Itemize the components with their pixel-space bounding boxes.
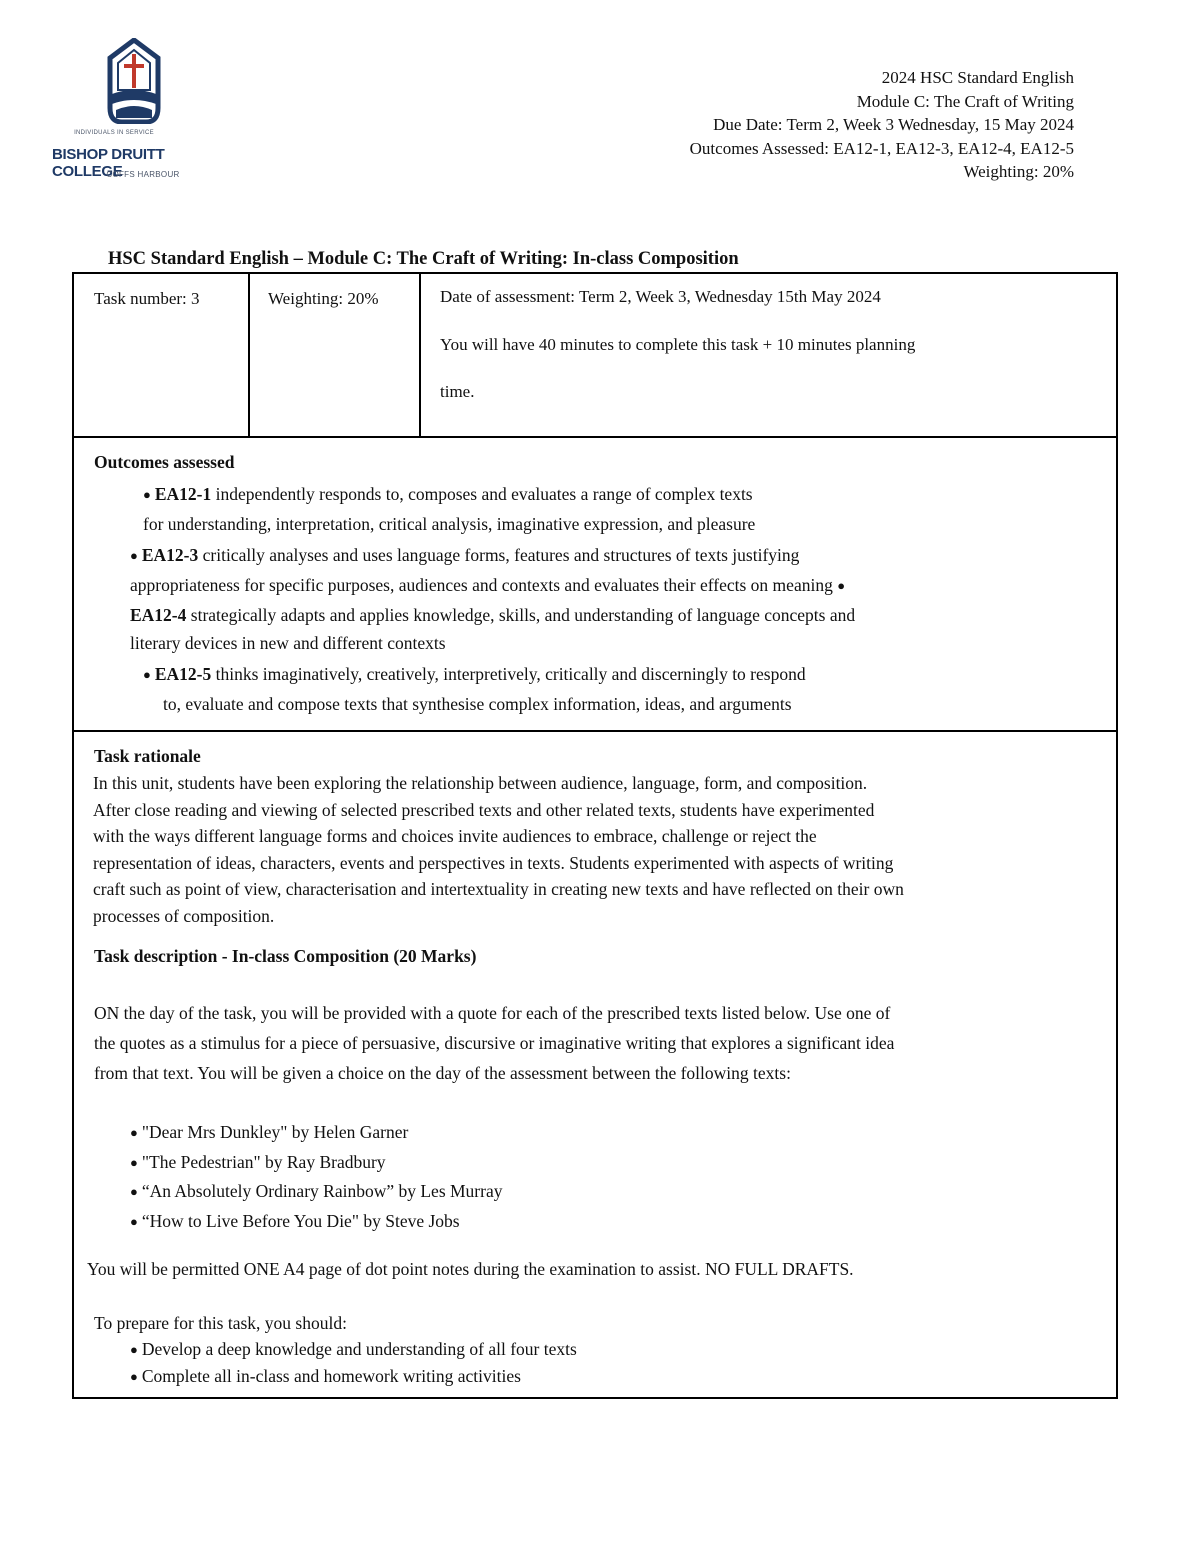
outcome-ea12-3-cont xyxy=(130,573,849,598)
table-divider xyxy=(248,272,250,438)
time-allowed: You will have 40 minutes to complete this task + 10 minutes planning xyxy=(440,335,916,354)
outcome-ea12-4 xyxy=(130,603,855,627)
outcome-text: independently responds to, composes and evaluates a range of complex texts xyxy=(211,484,753,504)
assessment-date: Date of assessment: Term 2, Week 3, Wednesday 15th May 2024 xyxy=(440,287,881,306)
college-name: BISHOP DRUITT COLLEGE xyxy=(52,146,165,180)
task-number: Task number: 3 xyxy=(94,289,200,308)
list-item: ● Complete all in-class and homework writing activities xyxy=(130,1366,521,1386)
bullet-icon: ● xyxy=(143,487,151,502)
description-text xyxy=(94,998,894,1088)
table-divider xyxy=(419,272,421,438)
outcomes-heading: Outcomes assessed xyxy=(94,452,235,472)
outcome-text: appropriateness for specific purposes, audiences and contexts and evaluates their effects on meaning xyxy=(130,575,833,595)
outcome-ea12-5 xyxy=(143,662,806,687)
outcome-code: EA12-5 xyxy=(154,664,212,684)
bullet-icon: ● xyxy=(130,1213,138,1229)
rationale-line: After close reading and viewing of selected prescribed texts and other related texts, students have experimented xyxy=(93,799,875,820)
description-line: the quotes as a stimulus for a piece of persuasive, discursive or imaginative writing that explores a significant idea xyxy=(94,1033,895,1053)
prepare-list xyxy=(130,1336,577,1390)
bullet-icon: ● xyxy=(130,1369,138,1384)
outcome-ea12-1-cont: for understanding, interpretation, critical analysis, imaginative expression, and pleasure xyxy=(143,514,756,534)
permitted-notes: You will be permitted ONE A4 page of dot point notes during the examination to assist. NO FULL DRAFTS. xyxy=(87,1259,854,1279)
outcome-text: critically analyses and uses language forms, features and structures of texts justifying xyxy=(198,545,800,565)
rationale-line: In this unit, students have been exploring the relationship between audience, language, form, and composition. xyxy=(93,773,868,793)
bullet-icon: ● xyxy=(130,1184,138,1199)
college-logo xyxy=(48,38,233,188)
header-course: 2024 HSC Standard English xyxy=(881,68,1074,87)
outcome-code: EA12-4 xyxy=(130,605,187,625)
outcome-text: strategically adapts and applies knowledge, skills, and understanding of language concepts and xyxy=(186,605,856,625)
document-title: HSC Standard English – Module C: The Craft of Writing: In-class Composition xyxy=(108,249,739,269)
college-location: COFFS HARBOUR xyxy=(106,170,180,179)
rationale-line: with the ways different language forms and choices invite audiences to embrace, challenge or reject the xyxy=(93,826,817,846)
bullet-icon: ● xyxy=(130,1342,138,1357)
logo-motto: INDIVIDUALS IN SERVICE xyxy=(74,130,154,136)
outcome-code: EA12-1 xyxy=(154,484,212,504)
list-item: ● "Dear Mrs Dunkley" by Helen Garner xyxy=(130,1122,409,1142)
description-heading: Task description - In-class Composition (20 Marks) xyxy=(94,946,477,966)
bullet-icon: ● xyxy=(143,667,151,682)
school-crest-icon xyxy=(106,38,162,124)
time-allowed-cont: time. xyxy=(440,382,475,401)
outcome-ea12-1 xyxy=(143,482,753,507)
outcome-ea12-5-cont: to, evaluate and compose texts that synthesise complex information, ideas, and arguments xyxy=(163,694,792,714)
document-header xyxy=(690,66,1074,184)
bullet-icon: ● xyxy=(130,548,138,563)
bullet-icon: ● xyxy=(837,578,846,593)
header-weighting: Weighting: 20% xyxy=(963,162,1074,181)
task-weighting: Weighting: 20% xyxy=(268,289,379,308)
header-module: Module C: The Craft of Writing xyxy=(856,91,1074,111)
outcome-text: thinks imaginatively, creatively, interpretively, critically and discerningly to respond xyxy=(211,664,806,684)
outcome-ea12-4-cont: literary devices in new and different contexts xyxy=(130,633,446,653)
outcome-code: EA12-3 xyxy=(141,545,199,565)
prepare-heading: To prepare for this task, you should: xyxy=(94,1313,347,1333)
rationale-heading: Task rationale xyxy=(94,746,201,766)
outcome-ea12-3 xyxy=(130,543,799,568)
rationale-text xyxy=(93,770,904,929)
list-item: ● "The Pedestrian" by Ray Bradbury xyxy=(130,1151,386,1172)
bullet-icon: ● xyxy=(130,1154,138,1170)
rationale-line: representation of ideas, characters, events and perspectives in texts. Students experimented with aspects of writing xyxy=(93,852,894,873)
description-line: ON the day of the task, you will be provided with a quote for each of the prescribed texts listed below. Use one of xyxy=(94,1003,891,1023)
list-item: ● “How to Live Before You Die" by Steve Jobs xyxy=(130,1210,460,1231)
list-item: ● “An Absolutely Ordinary Rainbow” by Les Murray xyxy=(130,1181,503,1201)
prescribed-texts-list xyxy=(130,1118,502,1236)
rationale-line: processes of composition. xyxy=(93,905,275,926)
header-outcomes: Outcomes Assessed: EA12-1, EA12-3, EA12-4, EA12-5 xyxy=(689,138,1074,158)
list-item: ● Develop a deep knowledge and understanding of all four texts xyxy=(130,1339,577,1359)
description-line: from that text. You will be given a choice on the day of the assessment between the following texts: xyxy=(94,1063,791,1083)
bullet-icon: ● xyxy=(130,1125,138,1140)
rationale-line: craft such as point of view, characterisation and intertextuality in creating new texts and have reflected on their own xyxy=(93,879,904,899)
header-due-date: Due Date: Term 2, Week 3 Wednesday, 15 May 2024 xyxy=(713,115,1074,134)
